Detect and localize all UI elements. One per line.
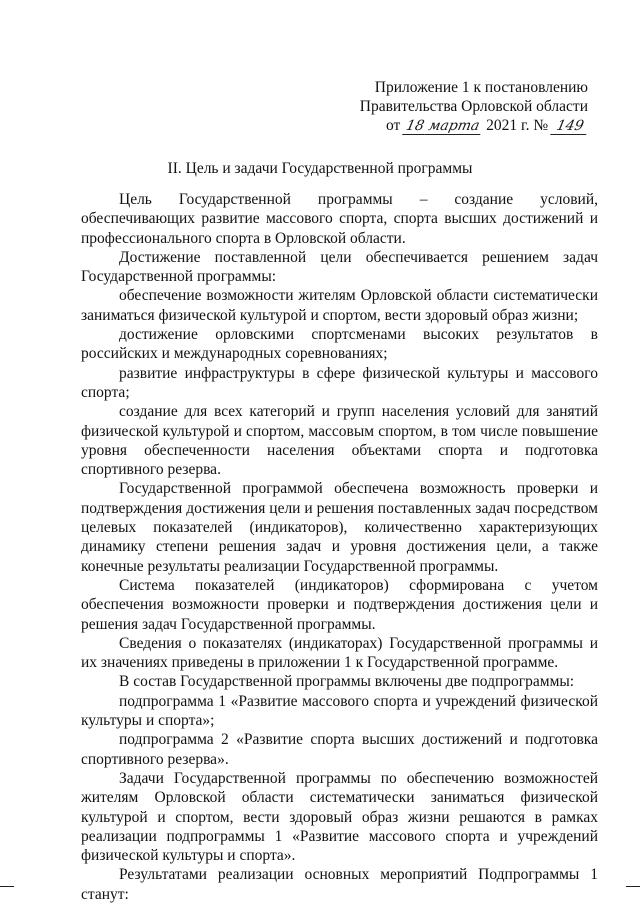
paragraph: Государственной программой обеспечена возможность проверки и подтверждения достижения цели и решения поставленных задач посредством целевых показателей (индикаторов), количественно характеризующих динамику степени решения задач и уровня достижения цели, а также конечные результаты реализации Государственной программы. (81, 480, 598, 575)
section-title: II. Цель и задачи Государственной программы (167, 160, 473, 177)
paragraph: развитие инфраструктуры в сфере физической культуры и массового спорта; (81, 364, 598, 401)
appendix-header (288, 78, 588, 135)
date-prefix: от (386, 117, 401, 134)
paragraph: Достижение поставленной цели обеспечивается решением задач Государственной программы: (81, 248, 598, 286)
paragraph: В состав Государственной программы включены две подпрограммы: (119, 673, 575, 691)
paragraph: Результатами реализации основных мероприятий Подпрограммы 1 станут: (81, 866, 598, 903)
paragraph: Задачи Государственной программы по обеспечению возможностей жителям Орловской области систематически заниматься физической культурой и спортом, вести здоровый образ жизни решаются в рамках реализации подпрограммы 1 «Развитие массового спорта и учреждений физической культуры и спорта». (81, 769, 598, 865)
paragraph: Цель Государственной программы – создание условий, обеспечивающих развитие массового спорта, спорта высших достижений и профессионального спорта в Орловской области. (81, 191, 598, 247)
date-year: 2021 г. № (486, 117, 549, 134)
paragraph: Система показателей (индикаторов) сформирована с учетом обеспечения возможности проверки и подтверждения достижения цели и решения задач Государственной программы. (81, 576, 598, 633)
paragraph: обеспечение возможности жителям Орловской области систематически заниматься физической культурой и спортом, вести здоровый образ жизни; (81, 287, 598, 324)
paragraph: достижение орловскими спортсменами высоких результатов в российских и международных соревнованиях; (81, 326, 598, 363)
header-date-line (288, 116, 588, 135)
header-line-2: Правительства Орловской области (359, 98, 588, 115)
scan-edge-mark-left (0, 886, 14, 887)
paragraph: подпрограмма 2 «Развитие спорта высших достижений и подготовка спортивного резерва». (81, 731, 598, 768)
paragraph: создание для всех категорий и групп населения условий для занятий физической культурой и спортом, массовым спортом, в том числе повышение уровня обеспеченности населения объектами спорта и подготовка спортивного резерва. (81, 403, 598, 479)
document-body (81, 190, 598, 904)
handwritten-day: 18 (402, 118, 428, 135)
handwritten-month: марта (424, 118, 484, 135)
paragraph: Сведения о показателях (индикаторах) Государственной программы и их значениях приведены в приложении 1 к Государственной программе. (81, 634, 598, 672)
header-line-1: Приложение 1 к постановлению (374, 79, 588, 96)
handwritten-doc-number: 149 (550, 118, 590, 135)
scan-edge-mark-right (626, 886, 640, 887)
paragraph: подпрограмма 1 «Развитие массового спорта и учреждений физической культуры и спорта»; (81, 692, 598, 730)
